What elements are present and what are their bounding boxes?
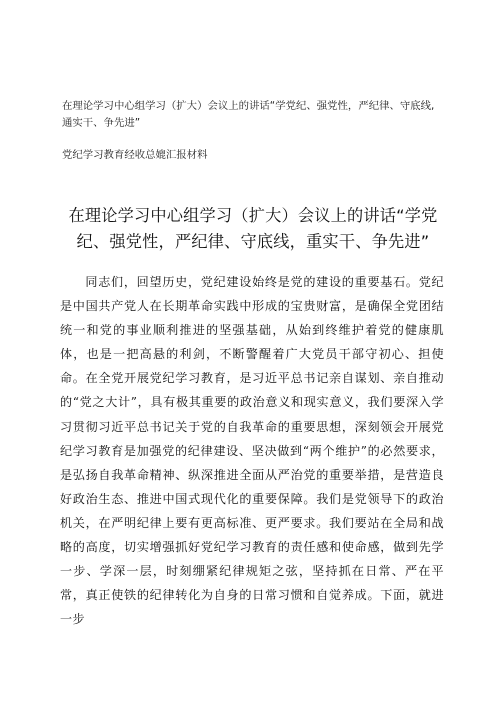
speech-body-paragraph: 同志们，回望历史，党纪建设始终是党的建设的重要基石。党纪是中国共产党人在长期革命实践中形成的宝贵财富，是确保全党团结统一和党的事业顺利推进的坚强基础，从始到终维护着党的健康肌体，也是一把高悬的利剑，不断警醒着广大党员干部守初心、担使命。在全党开展党纪学习教育，是习近平总书记亲自谋划、亲自推动的“党之大计”，具有极其重要的政治意义和现实意义，我们要深入学习贯彻习近平总书记关于党的自我革命的重要思想，深刻领会开展党纪学习教育是加强党的纪律建设、坚决做到“两个维护”的必然要求，是弘扬自我革命精神、纵深推进全面从严治党的重要举措，是营造良好政治生态、推进中国式现代化的重要保障。我们是党领导下的政治机关，在严明纪律上要有更高标准、更严要求。我们要站在全局和战略的高度，切实增强抓好党纪学习教育的责任感和使命感，做到先学一步、学深一层，时刻绷紧纪律规矩之弦，坚持抓在日常、严在平常，真正使铁的纪律转化为自身的日常习惯和自觉养成。下面，就进一步	[60, 275, 444, 627]
document-header-title: 在理论学习中心组学习（扩大）会议上的讲话“学党纪、强党性，严纪律、守底线,通实干、争先进”	[62, 100, 435, 129]
speech-title: 在理论学习中心组学习（扩大）会议上的讲话“学党纪、强党性，严纪律、守底线，重实干、争先进”	[68, 206, 438, 251]
document-header-subtitle: 党纪学习教育经收总媲汇报材料	[62, 149, 208, 161]
